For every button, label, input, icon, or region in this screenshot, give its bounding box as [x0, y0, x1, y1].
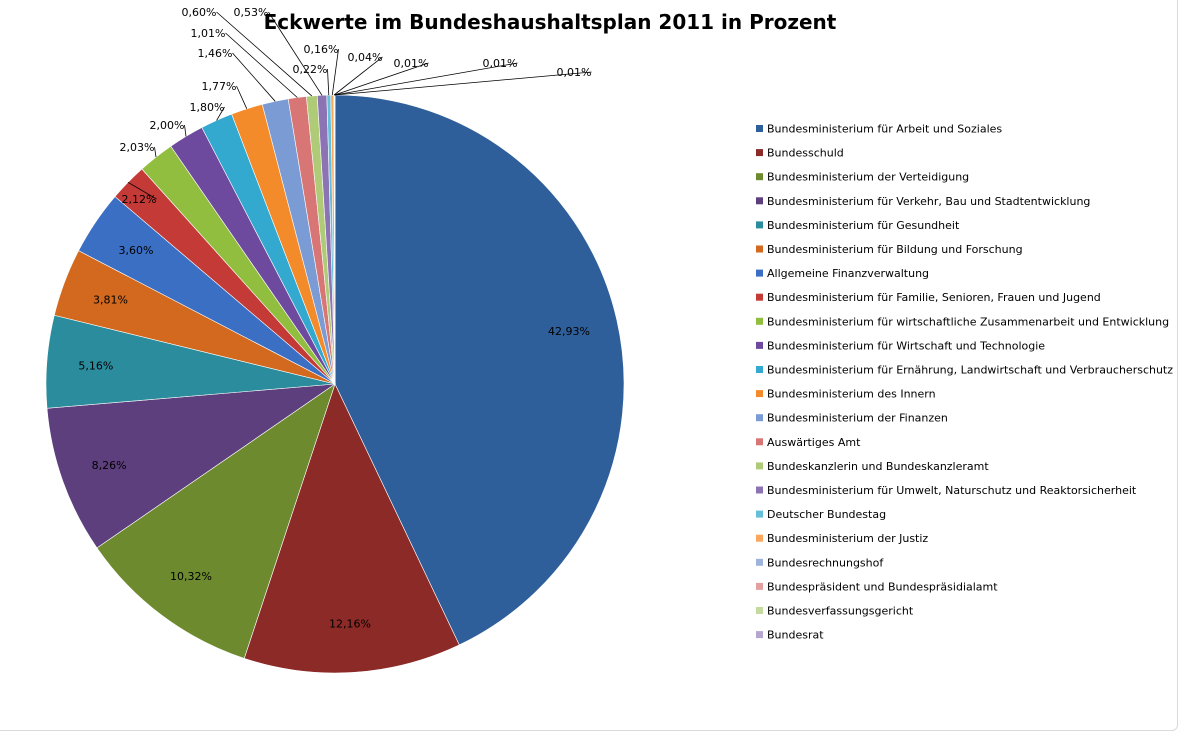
legend-swatch [756, 414, 763, 421]
legend-swatch [756, 390, 763, 397]
data-label: 10,32% [170, 569, 212, 583]
legend-entry: Bundesministerium für wirtschaftliche Zusammenarbeit und Entwicklung [767, 315, 1170, 329]
legend-entry: Bundeskanzlerin und Bundeskanzleramt [767, 459, 989, 473]
legend-entry: Bundesministerium für Verkehr, Bau und Stadtentwicklung [767, 194, 1091, 208]
legend-swatch [756, 173, 763, 180]
leader-line [233, 53, 276, 101]
legend-entry: Bundesschuld [767, 146, 844, 160]
legend-swatch [756, 559, 763, 566]
data-label: 3,60% [118, 244, 154, 257]
data-label: 12,16% [329, 617, 371, 631]
legend-entry: Bundesrat [767, 628, 824, 642]
data-label: 8,26% [91, 458, 127, 472]
data-label: 1,80% [189, 101, 225, 114]
legend-entry: Bundesministerium der Justiz [767, 532, 929, 546]
legend-swatch [756, 487, 763, 494]
data-label: 0,60% [181, 6, 217, 19]
legend-entry: Bundesministerium des Innern [767, 387, 936, 401]
data-label: 3,81% [93, 293, 128, 307]
legend-swatch [756, 197, 763, 204]
pie-slices [46, 95, 624, 673]
legend-entry: Bundesrechnungshof [767, 556, 884, 570]
leader-line [328, 69, 329, 95]
legend-swatch [756, 535, 763, 542]
data-label: 0,16% [303, 43, 339, 56]
legend-entry: Bundesministerium der Verteidigung [767, 170, 970, 184]
legend-entry: Deutscher Bundestag [767, 508, 887, 522]
data-label: 0,22% [292, 63, 328, 76]
data-label: 0,04% [347, 51, 383, 64]
legend-swatch [756, 149, 763, 156]
legend-entry: Bundesministerium für Familie, Senioren, Frauen und Jugend [767, 291, 1101, 305]
legend-entry: Bundesministerium für Umwelt, Naturschutz und Reaktorsicherheit [767, 484, 1137, 497]
legend-swatch [756, 511, 763, 518]
legend-swatch [756, 366, 763, 373]
data-label: 0,01% [393, 57, 429, 70]
legend-swatch [756, 438, 763, 445]
data-label: 1,77% [201, 80, 237, 93]
legend-entry: Bundespräsident und Bundespräsidialamt [767, 580, 998, 594]
data-label: 0,01% [556, 66, 592, 79]
legend-swatch [756, 607, 763, 614]
legend-swatch [756, 294, 763, 301]
legend-entry: Bundesministerium für Arbeit und Soziales [767, 122, 1003, 136]
legend-entry: Allgemeine Finanzverwaltung [767, 267, 930, 281]
legend-swatch [756, 318, 763, 325]
data-label: 42,93% [548, 325, 590, 339]
legend-swatch [756, 221, 763, 228]
data-label: 1,46% [197, 47, 233, 60]
data-label: 0,53% [233, 6, 269, 19]
data-label: 2,00% [149, 119, 185, 132]
data-label: 2,03% [119, 141, 155, 154]
legend-entry: Bundesverfassungsgericht [767, 604, 914, 618]
data-label: 2,12% [121, 193, 157, 206]
leader-line [185, 125, 187, 136]
legend-swatch [756, 125, 763, 132]
legend-swatch [756, 246, 763, 253]
data-label: 5,16% [78, 359, 114, 373]
legend-entry: Bundesministerium der Finanzen [767, 411, 948, 425]
legend-entry: Bundesministerium für Gesundheit [767, 218, 960, 232]
legend-swatch [756, 342, 763, 349]
legend-entry: Bundesministerium für Ernährung, Landwirtschaft und Verbraucherschutz [767, 363, 1174, 377]
leader-line [155, 147, 157, 157]
legend-swatch [756, 583, 763, 590]
legend-entry: Bundesministerium für Wirtschaft und Technologie [767, 339, 1046, 353]
data-label: 0,01% [482, 57, 518, 70]
legend-entry: Bundesministerium für Bildung und Forschung [767, 243, 1023, 256]
legend [756, 123, 1173, 642]
chart-title: Eckwerte im Bundeshaushaltsplan 2011 in Prozent [263, 10, 837, 34]
legend-swatch [756, 462, 763, 469]
leader-line [335, 72, 592, 95]
data-label: 1,01% [190, 27, 226, 40]
legend-entry: Auswärtiges Amt [767, 435, 861, 449]
legend-swatch [756, 631, 763, 638]
leader-line [237, 86, 247, 109]
legend-swatch [756, 270, 763, 277]
